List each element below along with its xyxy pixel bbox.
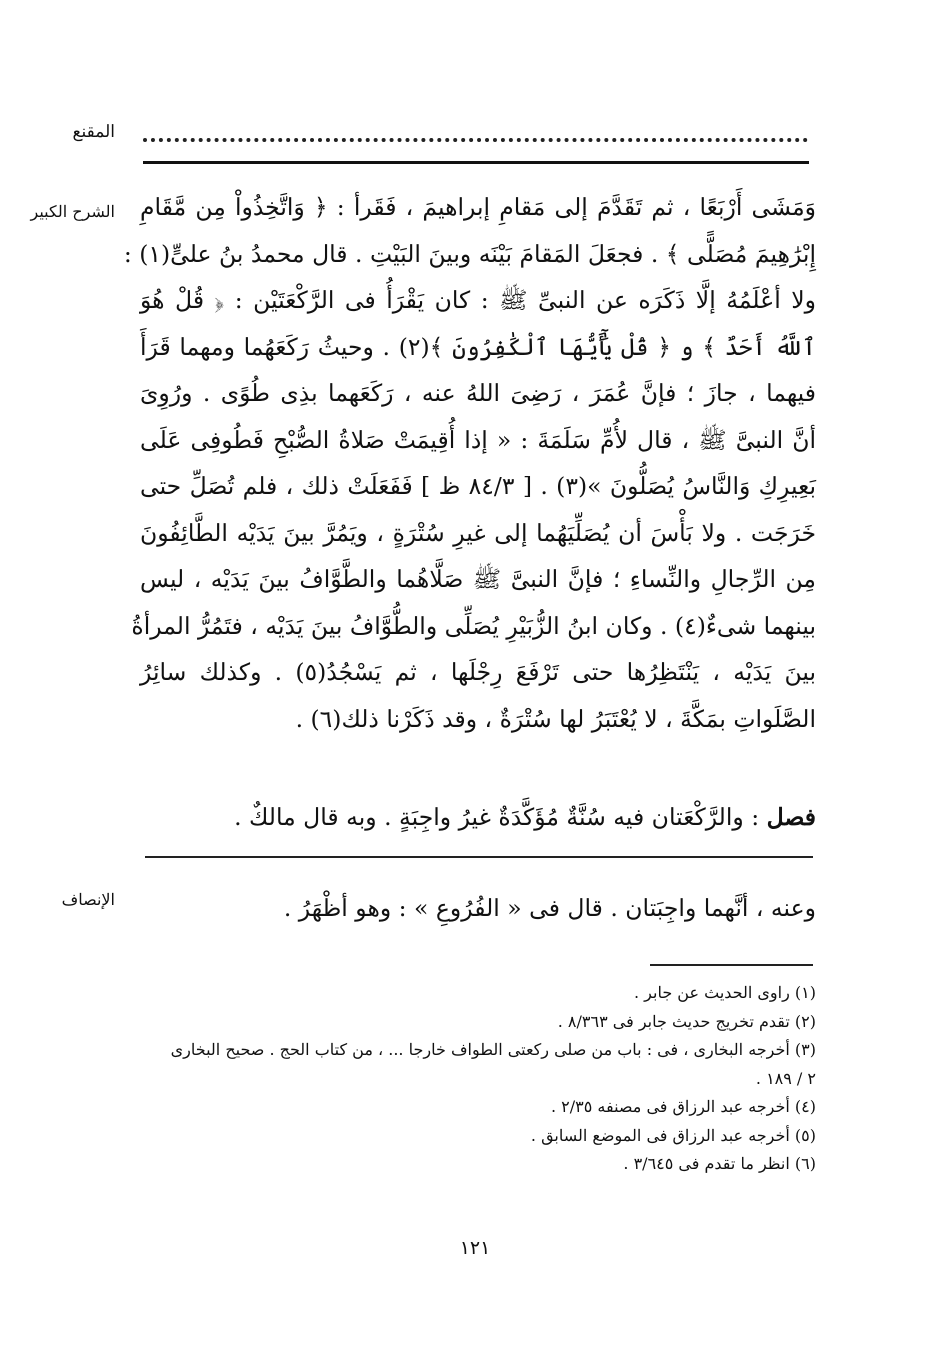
footnote: (١) راوى الحديث عن جابر . <box>633 983 816 1002</box>
header-rule <box>143 161 809 164</box>
header-dotted-leader <box>143 128 808 142</box>
page-number: ١٢١ <box>459 1237 491 1259</box>
insaf-text: وعنه ، أنَّهما واجِبَتان . قال فى « الفُرُوعِ » : وهو أظْهَرُ . <box>283 894 816 922</box>
footnote-rule <box>650 964 813 966</box>
main-text-line: خَرَجَت . ولا بَأْسَ أن يُصَلِّيَهُما إلى غيرِ سُتْرَةٍ ، ويَمُرَّ بينَ يَدَيْه الطَّائِفُونَ <box>140 518 816 547</box>
main-text-line: إِبْرَٰهِيمَ مُصَلًّى ﴾ . فجعَلَ المَقامَ بَيْنَه وبينَ البَيْتِ . قال محمدُ بنُ علىٍّ(١) : <box>123 239 816 268</box>
fasl-paragraph <box>140 794 816 840</box>
main-text-line: بينَ يَدَيْه ، يَنْتَظِرُها حتى تَرْفَعَ رِجْلَها ، ثم يَسْجُدُ(٥) . وكذلك سائِرُ <box>140 658 816 686</box>
main-text-line: وَمَشَى أَرْبَعًا ، ثم تَقَدَّمَ إلى مَقامِ إبراهيمَ ، فَقَرأ : ﴿ وَاتَّخِذُواْ مِن مَّقَامِ <box>140 193 816 221</box>
main-text-block <box>123 184 816 742</box>
footnote: (٤) أخرجه عبد الرزاق فى مصنفه ٢/٣٥ . <box>550 1097 816 1116</box>
main-text-line: بينهما شىءٌ(٤) . وكان ابنُ الزُّبَيْرِ يُصَلِّى والطُّوَّافُ بينَ يَدَيْه ، فتَمُرُّ المرأةُ <box>131 611 816 640</box>
side-label-insaf: الإنصاف <box>61 890 115 909</box>
side-label-sharh: الشرح الكبير <box>30 202 115 221</box>
footnote: (٢) تقدم تخريج حديث جابر فى ٨/٣٦٣ . <box>557 1011 816 1031</box>
main-text-line: مِن الرِّجالِ والنِّساءِ ؛ فإنَّ النبىَّ ﷺ صَلَّاهُما والطَّوَّافُ بينَ يَدَيْه ، ليس <box>140 565 816 593</box>
footnote: ٢ / ١٨٩ . <box>755 1068 816 1088</box>
main-text-line: الصَّلَواتِ بمَكَّةَ ، لا يُعْتَبَرُ لها سُتْرَةٌ ، وقد ذَكَرْنا ذلك(٦) . <box>295 704 816 733</box>
footnote: (٥) أخرجه عبد الرزاق فى الموضع السابق . <box>530 1125 816 1145</box>
fasl-heading: فصل <box>766 803 816 831</box>
section-divider <box>145 856 813 858</box>
running-title: المقنع <box>72 122 115 142</box>
main-text-line: أنَّ النبىَّ ﷺ ، قال لأُمِّ سَلَمَةَ : « إذا أُقِيمَتْ صَلاةُ الصُّبْحِ فَطُوفِى عَلَى <box>140 425 816 454</box>
main-text-line: ٱللَّهُ أَحَدٌ ﴾ و ﴿ قُلْ يَٰٓأَيُّهَا ٱلْكَٰفِرُونَ ﴾(٢) . وحيثُ رَكَعَهُما ومهما قَرَأَ <box>140 332 816 361</box>
footnotes <box>130 979 816 1179</box>
footnote: (٣) أخرجه البخارى ، فى : باب من صلى ركعتى الطواف خارجا ... ، من كتاب الحج . صحيح البخارى <box>170 1040 816 1059</box>
main-text-line: فيهما ، جازَ ؛ فإنَّ عُمَرَ ، رَضِىَ اللهُ عنه ، رَكَعَهما بذِى طُوًى . ورُوِىَ <box>140 379 816 407</box>
main-text-line: ولا أعْلَمُهُ إلَّا ذَكَرَه عن النبىِّ ﷺ : كان يَقْرَأُ فى الرَّكْعَتَيْن : ﴿ قُلْ هُوَ <box>140 286 816 314</box>
fasl-text: : والرَّكْعَتان فيه سُنَّةٌ مُؤَكَّدَةٌ غيرُ واجِبَةٍ . وبه قال مالكٌ . <box>234 803 767 831</box>
main-text-line: بَعِيرِكِ وَالنَّاسُ يُصَلُّونَ »(٣) . [ ٨٤/٣ ظ ] فَفَعَلَتْ ذلك ، فلم تُصَلِّ حتى <box>140 472 816 500</box>
footnote: (٦) انظر ما تقدم فى ٣/٦٤٥ . <box>623 1154 816 1173</box>
